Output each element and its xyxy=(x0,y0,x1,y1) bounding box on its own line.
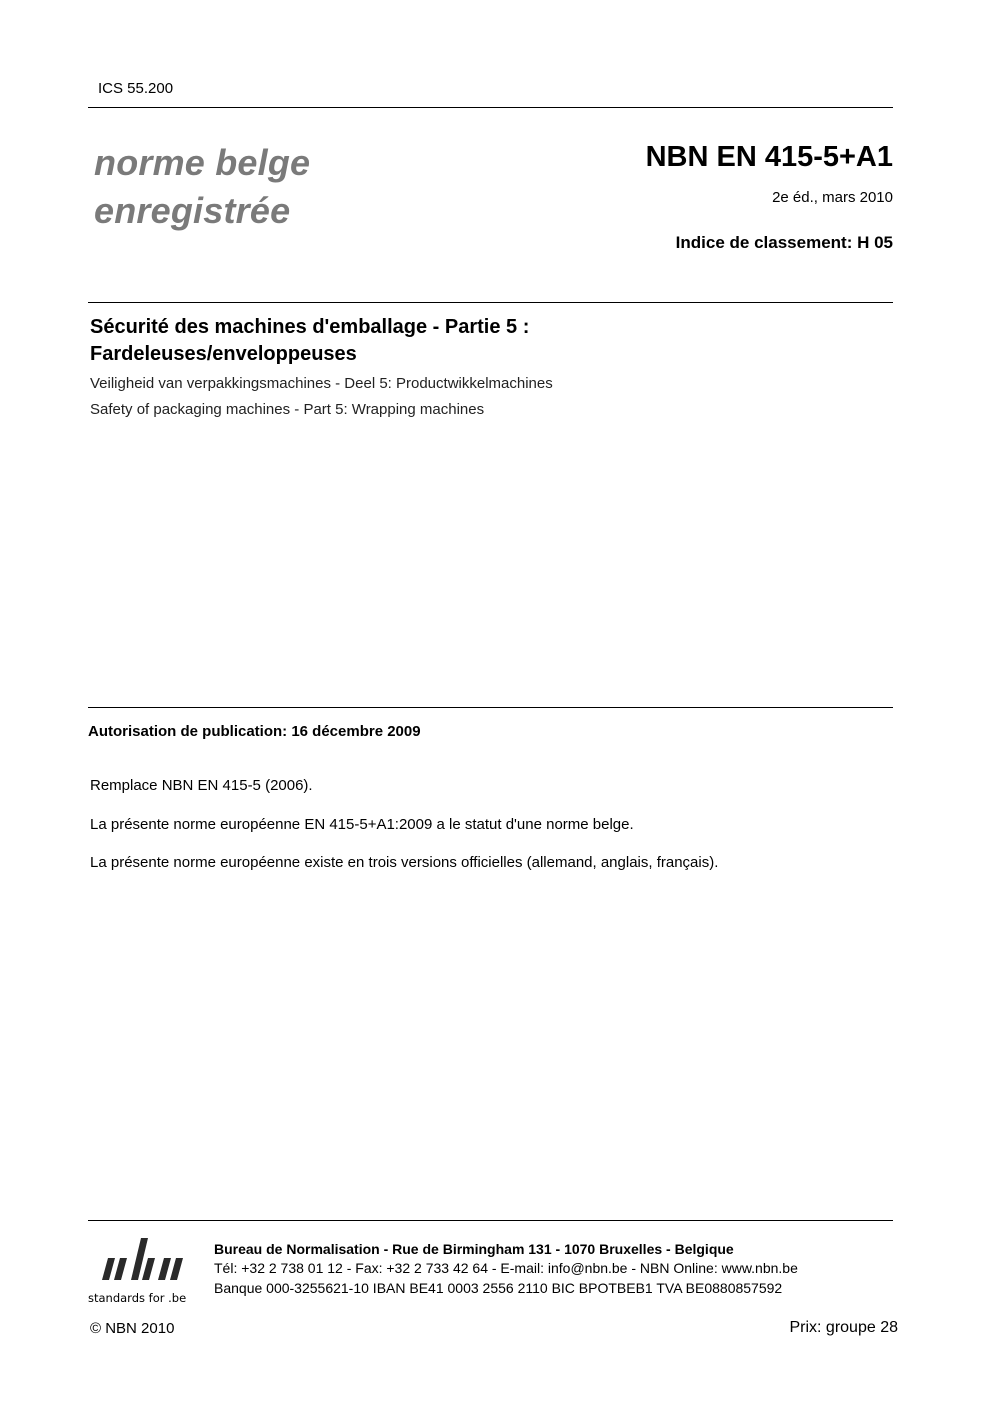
footer-bank: Banque 000-3255621-10 IBAN BE41 0003 2556 2110 BIC BPOTBEB1 TVA BE0880857592 xyxy=(214,1280,783,1296)
publication-authorization: Autorisation de publication: 16 décembre 2009 xyxy=(88,723,421,740)
classification-index: Indice de classement: H 05 xyxy=(675,233,893,252)
header-rule xyxy=(88,107,893,108)
footer-rule xyxy=(88,1220,893,1221)
title-french-line-2: Fardeleuses/enveloppeuses xyxy=(90,343,357,365)
publication-rule xyxy=(88,707,893,708)
replaces-note: Remplace NBN EN 415-5 (2006). xyxy=(90,777,313,794)
footer-contact: Tél: +32 2 738 01 12 - Fax: +32 2 733 42 64 - E-mail: info@nbn.be - NBN Online: www.nbn.be xyxy=(214,1260,798,1276)
title-french-line-1: Sécurité des machines d'emballage - Partie 5 : xyxy=(90,316,530,338)
standard-number: NBN EN 415-5+A1 xyxy=(645,141,893,173)
nbn-logo xyxy=(88,1228,200,1306)
brand-line-1: norme belge xyxy=(94,142,311,183)
price-group: Prix: groupe 28 xyxy=(789,1319,898,1336)
ics-code: ICS 55.200 xyxy=(98,80,174,97)
footer-address: Bureau de Normalisation - Rue de Birmingham 131 - 1070 Bruxelles - Belgique xyxy=(214,1241,734,1257)
copyright: © NBN 2010 xyxy=(90,1320,175,1337)
title-top-rule xyxy=(88,302,893,303)
versions-note: La présente norme européenne existe en trois versions officielles (allemand, anglais, français). xyxy=(90,854,719,871)
title-dutch: Veiligheid van verpakkingsmachines - Deel 5: Productwikkelmachines xyxy=(90,375,553,392)
title-english: Safety of packaging machines - Part 5: Wrapping machines xyxy=(90,401,485,418)
edition-info: 2e éd., mars 2010 xyxy=(772,189,893,206)
brand-line-2: enregistrée xyxy=(94,190,291,231)
svg-text:standards for .be: standards for .be xyxy=(88,1291,187,1305)
status-note: La présente norme européenne EN 415-5+A1:2009 a le statut d'une norme belge. xyxy=(90,816,634,833)
